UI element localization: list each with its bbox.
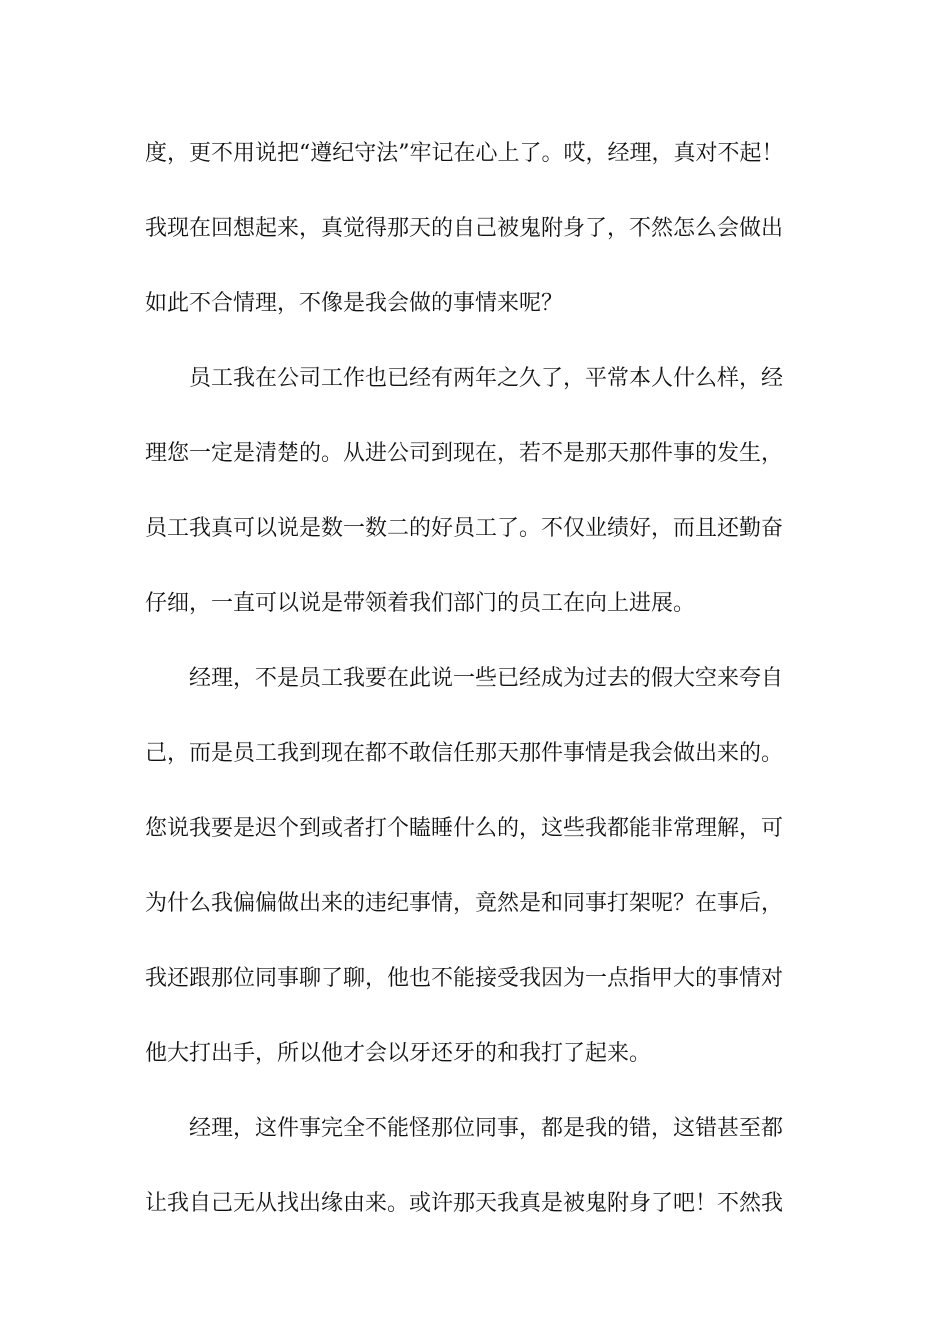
text-line: 您说我要是迟个到或者打个瞌睡什么的，这些我都能非常理解，可 (145, 816, 784, 841)
paragraph-start-line: 经理，不是员工我要在此说一些已经成为过去的假大空来夸自 (189, 666, 784, 691)
text-line: 度，更不用说把“遵纪守法”牢记在心上了。哎，经理，真对不起！ (145, 141, 784, 166)
text-line: 己，而是员工我到现在都不敢信任那天那件事情是我会做出来的。 (145, 741, 784, 766)
text-line: 我现在回想起来，真觉得那天的自己被鬼附身了，不然怎么会做出 (145, 216, 784, 241)
text-line: 为什么我偏偏做出来的违纪事情，竟然是和同事打架呢？在事后， (145, 891, 784, 916)
text-line: 如此不合情理，不像是我会做的事情来呢？ (145, 291, 564, 316)
text-line: 员工我真可以说是数一数二的好员工了。不仅业绩好，而且还勤奋 (145, 516, 784, 541)
document-body (145, 133, 810, 1258)
text-line: 我还跟那位同事聊了聊，他也不能接受我因为一点指甲大的事情对 (145, 966, 784, 991)
paragraph-start-line: 经理，这件事完全不能怪那位同事，都是我的错，这错甚至都 (189, 1116, 784, 1141)
text-line: 仔细，一直可以说是带领着我们部门的员工在向上进展。 (145, 591, 696, 616)
paragraph-start-line: 员工我在公司工作也已经有两年之久了，平常本人什么样，经 (189, 366, 784, 391)
text-line: 让我自己无从找出缘由来。或许那天我真是被鬼附身了吧！不然我 (145, 1191, 784, 1216)
text-line: 他大打出手，所以他才会以牙还牙的和我打了起来。 (145, 1041, 652, 1066)
text-line: 理您一定是清楚的。从进公司到现在，若不是那天那件事的发生， (145, 441, 784, 466)
